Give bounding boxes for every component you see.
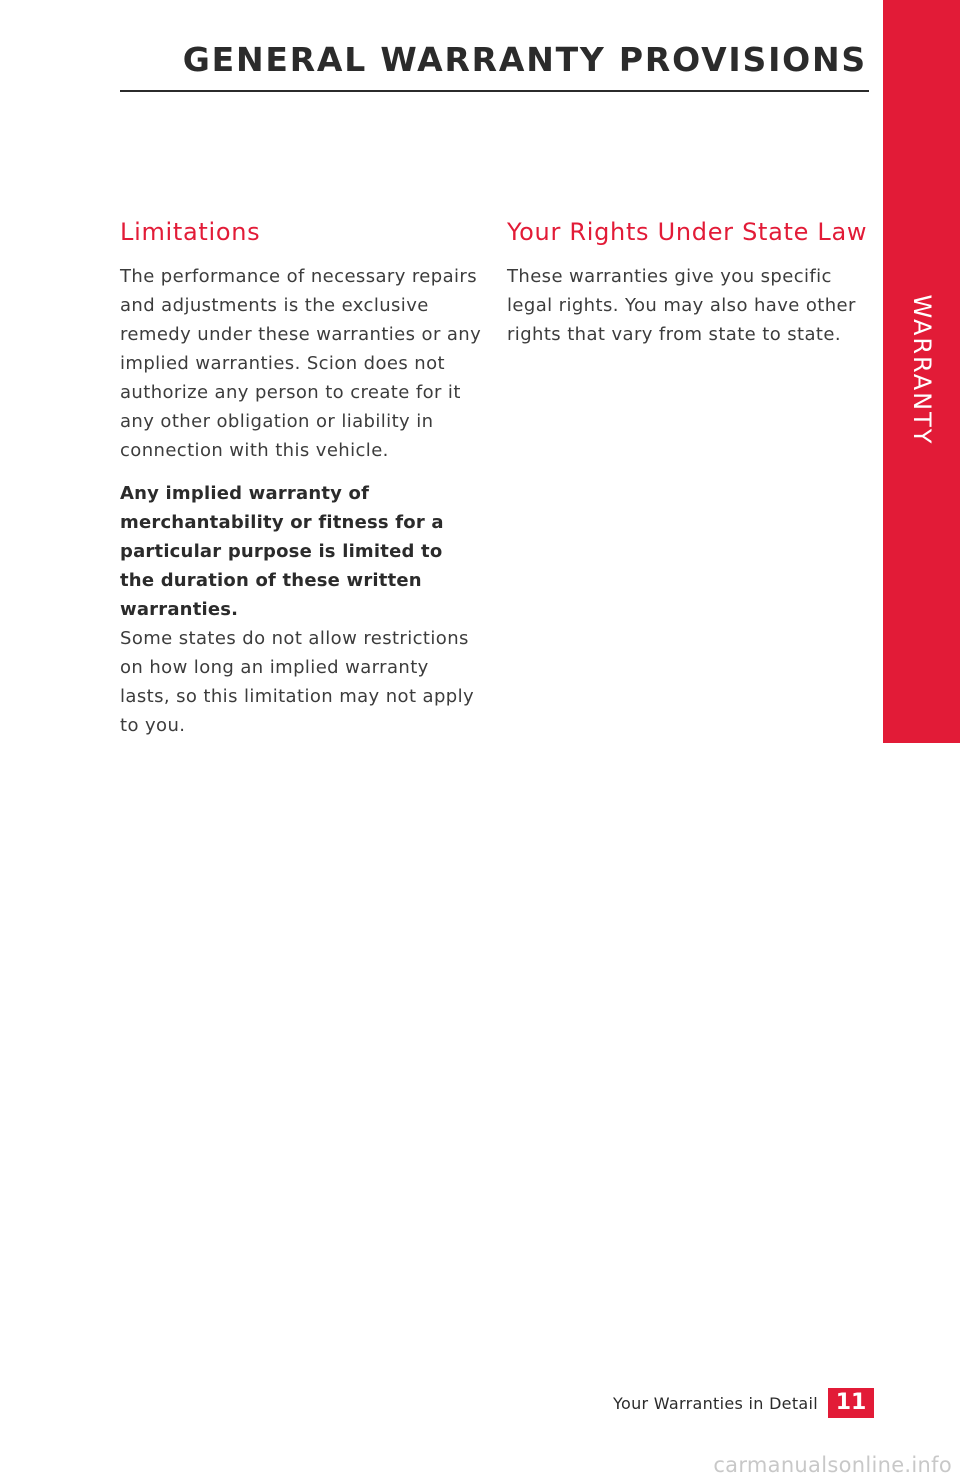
page-header [120,36,869,92]
state-law-heading: Your Rights Under State Law [507,218,868,246]
state-law-paragraph: These warranties give you specific legal rights. You may also have other rights that vary from state to state. [507,266,856,345]
limitations-paragraph: The performance of necessary repairs and adjustments is the exclusive remedy under these warranties or any implied warranties. Scion does not authorize any person to create for it any other obligation or liability in connection with this vehicle. [120,266,482,461]
state-law-section [507,215,872,349]
page-number: 11 [828,1388,874,1418]
limitations-section [120,215,482,740]
limitations-paragraph-2: Some states do not allow restrictions on how long an implied warranty lasts, so this limitation may not apply to you. [120,628,475,736]
page-title: GENERAL WARRANTY PROVISIONS [182,40,867,79]
watermark: carmanualsonline.info [713,1453,952,1477]
side-tab-label: WARRANTY [907,294,936,446]
page-footer [613,1388,874,1418]
limitations-bold-paragraph: Any implied warranty of merchantability or fitness for a particular purpose is limited to the duration of these written warranties. [120,483,444,620]
limitations-heading: Limitations [120,218,261,246]
section-side-tab [883,0,960,743]
footer-section-label: Your Warranties in Detail [613,1393,818,1413]
